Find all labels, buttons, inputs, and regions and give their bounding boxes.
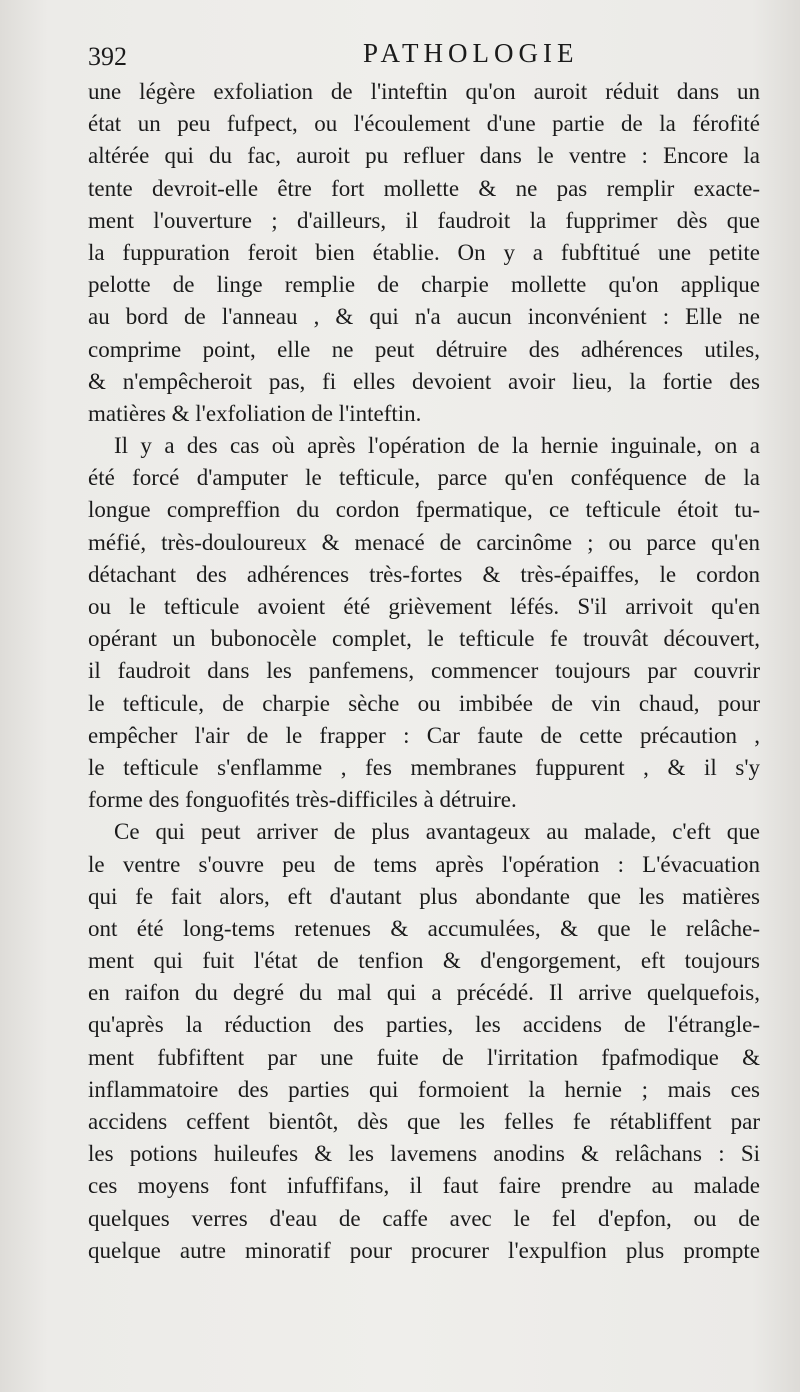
text-line: pelotte de linge remplie de charpie mollette qu'on applique [88,272,760,298]
paragraph [88,816,760,1267]
text-line: une légère exfoliation de l'inteftin qu'on auroit réduit dans un [88,79,760,104]
text-line: ment fubfiftent par une fuite de l'irritation fpafmodique & [88,1044,760,1070]
text-line: & n'empêcheroit pas, fi elles devoient avoir lieu, la fortie des [88,368,760,394]
text-line: matières & l'exfoliation de l'inteftin. [88,400,422,426]
text-line: les potions huileufes & les lavemens anodins & relâchans : Si [88,1141,760,1167]
text-line: opérant un bubonocèle complet, le tefticule fe trouvât découvert, [88,626,760,652]
text-line: en raifon du degré du mal qui a précédé. Il arrive quelquefois, [88,980,760,1006]
paragraph [88,76,760,430]
text-line: méfié, très-douloureux & menacé de carcinôme ; ou parce qu'en [88,529,760,555]
paragraph [88,430,760,816]
text-line: qui fe fait alors, eft d'autant plus abondante que les matières [88,883,760,909]
text-line: le tefticule s'enflamme , fes membranes fuppurent , & il s'y [88,754,760,780]
text-line: le ventre s'ouvre peu de tems après l'opération : L'évacuation [88,851,760,877]
text-line: il faudroit dans les panfemens, commencer toujours par couvrir [88,658,760,684]
text-line: altérée qui du fac, auroit pu refluer dans le ventre : Encore la [88,143,760,169]
text-line: ces moyens font infuffifans, il faut faire prendre au malade [88,1173,760,1199]
text-line: accidens ceffent bientôt, dès que les felles fe rétabliffent par [88,1109,760,1134]
text-line: au bord de l'anneau , & qui n'a aucun inconvénient : Elle ne [88,304,760,330]
page-header [88,38,768,72]
text-line: comprime point, elle ne peut détruire des adhérences utiles, [88,336,760,362]
text-line: ont été long-tems retenues & accumulées, & que le relâche- [88,915,760,941]
text-line: qu'après la réduction des parties, les accidens de l'étrangle- [88,1012,760,1038]
text-line: inflammatoire des parties qui formoient la hernie ; mais ces [88,1076,760,1102]
text-line: état un peu fufpect, ou l'écoulement d'une partie de la férofité [88,111,760,137]
text-line: ment l'ouverture ; d'ailleurs, il faudroit la fupprimer dès que [88,207,760,233]
text-line: le tefticule, de charpie sèche ou imbibée de vin chaud, pour [88,690,760,716]
text-line: ou le tefticule avoient été grièvement léfés. S'il arrivoit qu'en [88,594,760,619]
text-line: détachant des adhérences très-fortes & très-épaiffes, le cordon [88,561,760,587]
text-line: empêcher l'air de le frapper : Car faute de cette précaution , [88,722,760,748]
text-line: été forcé d'amputer le tefticule, parce qu'en conféquence de la [88,465,760,491]
text-line: tente devroit-elle être fort mollette & ne pas remplir exacte- [88,175,760,201]
body-text [88,76,760,1267]
text-line: forme des fonguofités très-difficiles à détruire. [88,787,517,813]
text-line: quelque autre minoratif pour procurer l'expulfion plus prompte [88,1237,760,1263]
text-line: longue compreffion du cordon fpermatique, ce tefticule étoit tu- [88,497,760,523]
running-title: PATHOLOGIE [363,38,579,68]
text-line: quelques verres d'eau de caffe avec le fel d'epfon, ou de [88,1205,760,1231]
text-line: Ce qui peut arriver de plus avantageux au malade, c'eft que [114,819,760,845]
text-line: Il y a des cas où après l'opération de la hernie inguinale, on a [114,433,760,459]
text-line: la fuppuration feroit bien établie. On y a fubftitué une petite [88,239,760,265]
page-number: 392 [88,42,127,71]
text-line: ment qui fuit l'état de tenfion & d'engorgement, eft toujours [88,948,760,974]
